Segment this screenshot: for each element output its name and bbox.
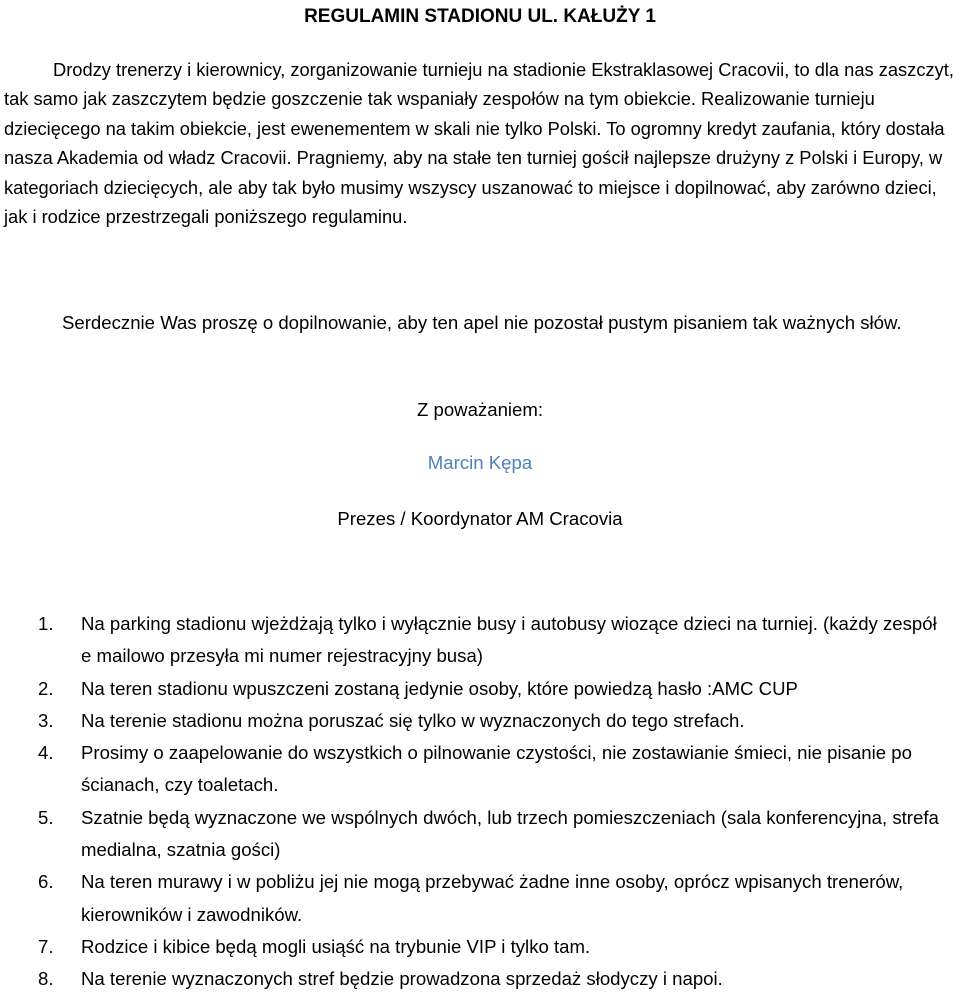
signature-name: Marcin Kępa (427, 452, 533, 473)
signature-greeting: Z poważaniem: (416, 399, 544, 420)
signature-role: Prezes / Koordynator AM Cracovia (337, 508, 623, 529)
rule-item (0, 963, 960, 995)
rule-item (0, 802, 960, 867)
rule-number: 5. (38, 806, 54, 828)
rule-number: 7. (38, 935, 54, 957)
intro-paragraph: Drodzy trenerzy i kierownicy, zorganizowanie turnieju na stadionie Ekstraklasowej Cracovii, to dla nas zaszczyt, tak samo jak zaszczytem będzie goszczenie tak wspaniały zespołów na tym obiekcie. Realizowanie turnieju dziecięcego na takim obiekcie, jest ewenementem w skali nie tylko Polski. To ogromny kredyt zaufania, który dostała nasza Akademia od władz Cracovii. Pragniemy, aby na stałe ten turniej gościł najlepsze drużyny z Polski i Europy, w kategoriach dziecięcych, ale aby tak było musimy wszyscy uszanować to miejsce i dopilnować, aby zarówno dzieci, jak i rodzice przestrzegali poniższego regulaminu. (4, 59, 954, 228)
rules-list (0, 608, 960, 996)
rule-number: 4. (38, 742, 54, 764)
rule-text: Rodzice i kibice będą mogli usiąść na trybunie VIP i tylko tam. (81, 935, 591, 957)
rule-text: Na terenie wyznaczonych stref będzie prowadzona sprzedaż słodyczy i napoi. (81, 968, 723, 990)
appeal-paragraph: Serdecznie Was proszę o dopilnowanie, aby ten apel nie pozostał pustym pisaniem tak ważnych słów. (62, 312, 902, 333)
rule-text: Na terenie stadionu można poruszać się tylko w wyznaczonych do tego strefach. (81, 709, 745, 731)
rule-item (0, 737, 960, 802)
rule-text: Na teren stadionu wpuszczeni zostaną jedynie osoby, które powiedzą hasło :AMC CUP (81, 677, 798, 699)
document-title: REGULAMIN STADIONU UL. KAŁUŻY 1 (304, 6, 656, 27)
rule-item (0, 931, 960, 963)
rule-text: Na teren murawy i w pobliżu jej nie mogą przebywać żadne inne osoby, oprócz wpisanych trenerów, kierowników i zawodników. (81, 871, 904, 925)
rule-item (0, 705, 960, 737)
rule-text: Na parking stadionu wjeżdżają tylko i wyłącznie busy i autobusy wiozące dzieci na turniej. (każdy zespół e mailowo przesyła mi numer rejestracyjny busa) (81, 613, 937, 667)
rule-item (0, 673, 960, 705)
rule-number: 6. (38, 871, 54, 893)
rule-number: 1. (38, 613, 54, 634)
rule-number: 8. (38, 968, 54, 990)
rule-item (0, 866, 960, 931)
rule-text: Prosimy o zaapelowanie do wszystkich o pilnowanie czystości, nie zostawianie śmieci, nie pisanie po ścianach, czy toaletach. (81, 742, 912, 796)
rule-text: Szatnie będą wyznaczone we wspólnych dwóch, lub trzech pomieszczeniach (sala konferencyjna, strefa medialna, szatnia gości) (81, 806, 939, 861)
rule-item (0, 608, 960, 673)
rule-number: 2. (38, 677, 54, 699)
rule-number: 3. (38, 709, 54, 731)
